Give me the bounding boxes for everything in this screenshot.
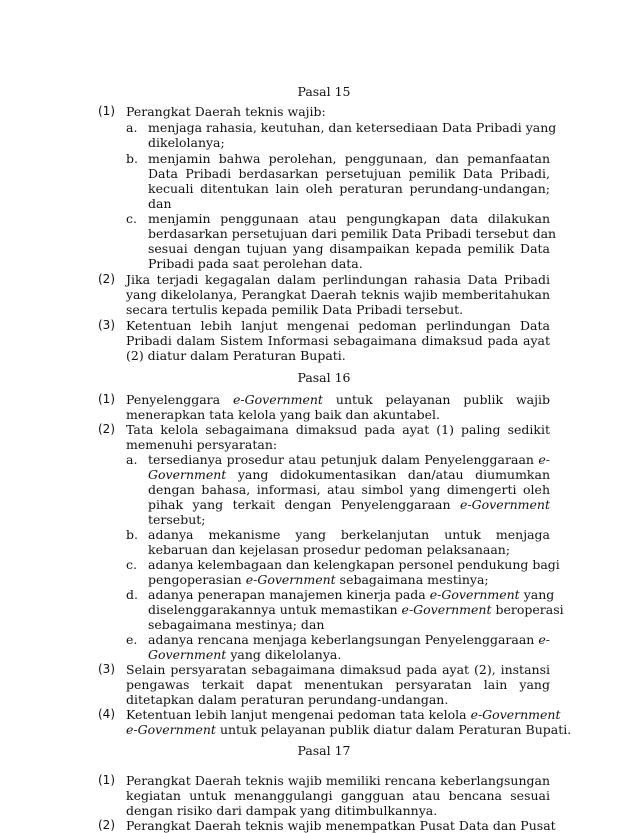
pasal-16-ayat-3-number: (3) <box>98 662 115 676</box>
pasal-16-item-d-letter: d. <box>126 587 138 602</box>
pasal-15-item-c-letter: c. <box>126 211 137 226</box>
pasal-16-item-d-line: adanya penerapan manajemen kinerja pada e-Government yang <box>148 587 555 602</box>
pasal-16-item-c-line: pengoperasian e-Government sebagaimana mestinya; <box>148 572 489 587</box>
pasal-16-ayat-2-line: Tata kelola sebagaimana dimaksud pada ayat (1) paling sedikit <box>126 422 550 437</box>
pasal-16-item-b-letter: b. <box>126 527 138 542</box>
pasal-15-ayat-2-line: secara tertulis kepada pemilik Data Pribadi tersebut. <box>126 302 464 317</box>
pasal-16-item-a-line: pihak yang terkait dengan Penyelenggaraan e-Government <box>148 497 550 512</box>
pasal-15-item-a-line: menjaga rahasia, keutuhan, dan ketersediaan Data Pribadi yang <box>148 120 557 135</box>
pasal-16-ayat-2-number: (2) <box>98 422 115 436</box>
pasal-17-ayat-2-line: Perangkat Daerah teknis wajib menempatkan Pusat Data dan Pusat <box>126 818 556 833</box>
pasal-15-item-b-letter: b. <box>126 151 138 166</box>
pasal-15-ayat-2-number: (2) <box>98 272 115 286</box>
pasal-16-item-c-line: adanya kelembagaan dan kelengkapan personel pendukung bagi <box>148 557 560 572</box>
pasal-15-item-b-line: menjamin bahwa perolehan, penggunaan, dan pemanfaatan <box>148 151 550 166</box>
pasal-16-ayat-3-line: Selain persyaratan sebagaimana dimaksud pada ayat (2), instansi <box>126 662 550 677</box>
pasal-15-item-c-line: sesuai dengan tujuan yang disampaikan kepada pemilik Data <box>148 241 550 256</box>
pasal-15-item-c-line: menjamin penggunaan atau pengungkapan data dilakukan <box>148 211 550 226</box>
pasal-17-ayat-1-line: Perangkat Daerah teknis wajib memiliki rencana keberlangsungan <box>126 773 550 788</box>
pasal-16-item-c-letter: c. <box>126 557 137 572</box>
pasal-17-ayat-2-number: (2) <box>98 818 115 832</box>
pasal-16-heading: Pasal 16 <box>297 370 351 385</box>
pasal-16-item-e-letter: e. <box>126 632 138 647</box>
pasal-15-ayat-3-line: (2) diatur dalam Peraturan Bupati. <box>126 348 346 363</box>
pasal-15-item-b-line: dan <box>148 196 172 211</box>
pasal-15-item-b-line: Data Pribadi berdasarkan persetujuan pemilik Data Pribadi, <box>148 166 550 181</box>
pasal-15-heading: Pasal 15 <box>297 84 351 99</box>
pasal-15-item-c-line: berdasarkan persetujuan dari pemilik Data Pribadi tersebut dan <box>148 226 557 241</box>
pasal-16-ayat-1-line: Penyelenggara e-Government untuk pelayanan publik wajib <box>126 392 550 407</box>
pasal-15-item-b-line: kecuali ditentukan lain oleh peraturan perundang-undangan; <box>148 181 550 196</box>
pasal-16-item-b-line: kebaruan dan kejelasan prosedur pedoman pelaksanaan; <box>148 542 511 557</box>
pasal-15-ayat-3-line: Pribadi dalam Sistem Informasi sebagaimana dimaksud pada ayat <box>126 333 550 348</box>
pasal-16-item-d-line: sebagaimana mestinya; dan <box>148 617 325 632</box>
pasal-17-ayat-1-line: dengan risiko dari dampak yang ditimbulkannya. <box>126 803 438 818</box>
pasal-16-item-a-line: dengan bahasa, informasi, atau simbol yang dimengerti oleh <box>148 482 550 497</box>
pasal-16-item-a-line: tersebut; <box>148 512 206 527</box>
pasal-16-ayat-1-line: menerapkan tata kelola yang baik dan akuntabel. <box>126 407 441 422</box>
pasal-16-item-a-line: Government yang didokumentasikan dan/atau diumumkan <box>148 467 550 482</box>
pasal-15-ayat-2-line: Jika terjadi kegagalan dalam perlindungan rahasia Data Pribadi <box>126 272 550 287</box>
pasal-16-item-b-line: adanya mekanisme yang berkelanjutan untuk menjaga <box>148 527 550 542</box>
pasal-15-ayat-1-number: (1) <box>98 104 115 118</box>
pasal-16-ayat-4-number: (4) <box>98 707 115 721</box>
pasal-17-heading: Pasal 17 <box>297 743 351 758</box>
pasal-16-ayat-4-line: e-Government untuk pelayanan publik diatur dalam Peraturan Bupati. <box>126 722 572 737</box>
pasal-17-ayat-1-line: kegiatan untuk menanggulangi gangguan atau bencana sesuai <box>126 788 550 803</box>
pasal-16-ayat-3-line: ditetapkan dalam peraturan perundang-undangan. <box>126 692 449 707</box>
pasal-15-ayat-3-number: (3) <box>98 318 115 332</box>
pasal-16-item-d-line: diselenggarakannya untuk memastikan e-Government beroperasi <box>148 602 564 617</box>
pasal-15-item-a-letter: a. <box>126 120 138 135</box>
pasal-16-item-a-line: tersedianya prosedur atau petunjuk dalam Penyelenggaraan e- <box>148 452 550 467</box>
pasal-16-ayat-3-line: pengawas terkait dapat menentukan persyaratan lain yang <box>126 677 550 692</box>
pasal-16-ayat-2-line: memenuhi persyaratan: <box>126 437 278 452</box>
pasal-16-item-e-line: adanya rencana menjaga keberlangsungan Penyelenggaraan e- <box>148 632 550 647</box>
pasal-15-item-a-line: dikelolanya; <box>148 135 225 150</box>
pasal-16-item-a-letter: a. <box>126 452 138 467</box>
pasal-15-ayat-2-line: yang dikelolanya, Perangkat Daerah teknis wajib memberitahukan <box>126 287 550 302</box>
pasal-15-item-c-line: Pribadi pada saat perolehan data. <box>148 256 363 271</box>
pasal-16-ayat-4-line: Ketentuan lebih lanjut mengenai pedoman tata kelola e-Government <box>126 707 561 722</box>
pasal-17-ayat-1-number: (1) <box>98 773 115 787</box>
pasal-15-ayat-3-line: Ketentuan lebih lanjut mengenai pedoman perlindungan Data <box>126 318 550 333</box>
pasal-16-ayat-1-number: (1) <box>98 392 115 406</box>
pasal-15-ayat-1-text: Perangkat Daerah teknis wajib: <box>126 104 326 119</box>
pasal-16-item-e-line: Government yang dikelolanya. <box>148 647 342 662</box>
